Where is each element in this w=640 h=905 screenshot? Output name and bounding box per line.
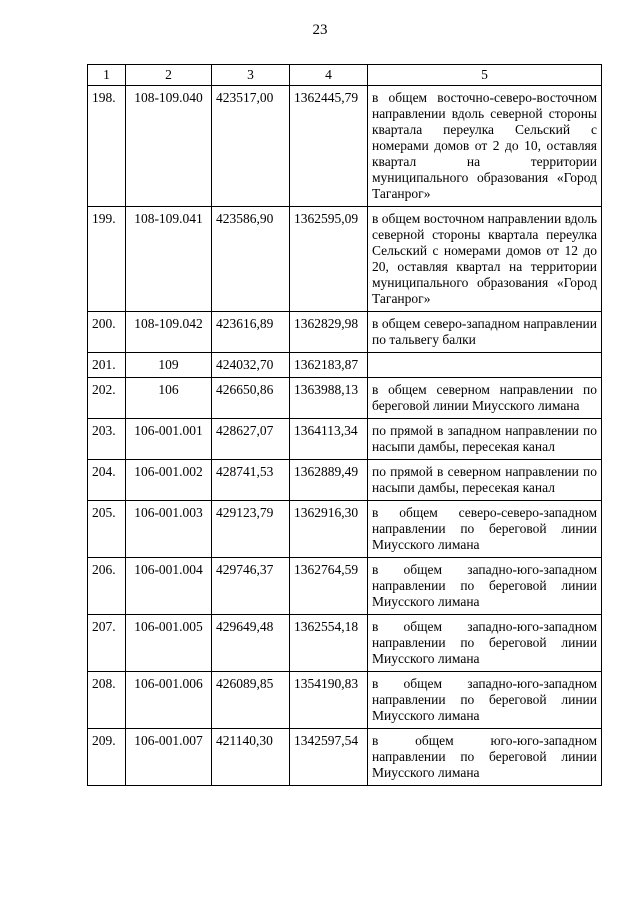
point-id-cell: 106-001.005: [126, 615, 212, 672]
point-id-cell: 108-109.040: [126, 86, 212, 207]
row-number-cell: 209.: [88, 729, 126, 786]
row-number-cell: 199.: [88, 207, 126, 312]
description-cell: по прямой в западном направлении по насыпи дамбы, пересекая канал: [368, 419, 602, 460]
description-cell: в общем западно-юго-западном направлении по береговой линии Миусского лимана: [368, 615, 602, 672]
x-coordinate-cell: 429649,48: [212, 615, 290, 672]
description-cell: в общем восточно-северо-восточном направлении вдоль северной стороны квартала переулка Сельский с номерами домов от 2 до 10, оставляя квартал на территории муниципального образования «Город Таганрог»: [368, 86, 602, 207]
y-coordinate-cell: 1362445,79: [290, 86, 368, 207]
x-coordinate-cell: 428627,07: [212, 419, 290, 460]
y-coordinate-cell: 1362829,98: [290, 312, 368, 353]
point-id-cell: 108-109.041: [126, 207, 212, 312]
y-coordinate-cell: 1354190,83: [290, 672, 368, 729]
table-row: [88, 378, 602, 419]
y-coordinate-cell: 1362595,09: [290, 207, 368, 312]
y-coordinate-cell: 1363988,13: [290, 378, 368, 419]
table-row: [88, 312, 602, 353]
row-number-cell: 204.: [88, 460, 126, 501]
description-cell: [368, 353, 602, 378]
row-number-cell: 198.: [88, 86, 126, 207]
x-coordinate-cell: 423517,00: [212, 86, 290, 207]
x-coordinate-cell: 421140,30: [212, 729, 290, 786]
x-coordinate-cell: 426089,85: [212, 672, 290, 729]
table-row: [88, 558, 602, 615]
row-number-cell: 208.: [88, 672, 126, 729]
description-cell: в общем северном направлении по береговой линии Миусского лимана: [368, 378, 602, 419]
point-id-cell: 109: [126, 353, 212, 378]
x-coordinate-cell: 423616,89: [212, 312, 290, 353]
row-number-cell: 205.: [88, 501, 126, 558]
y-coordinate-cell: 1364113,34: [290, 419, 368, 460]
x-coordinate-cell: 423586,90: [212, 207, 290, 312]
row-number-cell: 200.: [88, 312, 126, 353]
y-coordinate-cell: 1342597,54: [290, 729, 368, 786]
column-header: 3: [212, 65, 290, 86]
table-row: [88, 501, 602, 558]
y-coordinate-cell: 1362889,49: [290, 460, 368, 501]
column-header: 5: [368, 65, 602, 86]
coordinates-table: [87, 64, 602, 786]
table-row: [88, 419, 602, 460]
y-coordinate-cell: 1362183,87: [290, 353, 368, 378]
description-cell: в общем юго-юго-западном направлении по береговой линии Миусского лимана: [368, 729, 602, 786]
row-number-cell: 207.: [88, 615, 126, 672]
table-header-row: [88, 65, 602, 86]
description-cell: в общем северо-западном направлении по тальвегу балки: [368, 312, 602, 353]
x-coordinate-cell: 429123,79: [212, 501, 290, 558]
description-cell: в общем западно-юго-западном направлении по береговой линии Миусского лимана: [368, 672, 602, 729]
y-coordinate-cell: 1362554,18: [290, 615, 368, 672]
table-row: [88, 729, 602, 786]
column-header: 2: [126, 65, 212, 86]
table-row: [88, 353, 602, 378]
column-header: 4: [290, 65, 368, 86]
table-row: [88, 615, 602, 672]
point-id-cell: 106-001.001: [126, 419, 212, 460]
description-cell: в общем восточном направлении вдоль северной стороны квартала переулка Сельский с номерами домов от 12 до 20, оставляя квартал на территории муниципального образования «Город Таганрог»: [368, 207, 602, 312]
point-id-cell: 106-001.002: [126, 460, 212, 501]
y-coordinate-cell: 1362764,59: [290, 558, 368, 615]
point-id-cell: 108-109.042: [126, 312, 212, 353]
description-cell: в общем северо-северо-западном направлении по береговой линии Миусского лимана: [368, 501, 602, 558]
page-number: 23: [312, 22, 328, 38]
row-number-cell: 206.: [88, 558, 126, 615]
row-number-cell: 203.: [88, 419, 126, 460]
table-row: [88, 460, 602, 501]
table-row: [88, 207, 602, 312]
table-row: [88, 86, 602, 207]
description-cell: по прямой в северном направлении по насыпи дамбы, пересекая канал: [368, 460, 602, 501]
table-row: [88, 672, 602, 729]
point-id-cell: 106-001.003: [126, 501, 212, 558]
description-cell: в общем западно-юго-западном направлении по береговой линии Миусского лимана: [368, 558, 602, 615]
column-header: 1: [88, 65, 126, 86]
point-id-cell: 106-001.007: [126, 729, 212, 786]
x-coordinate-cell: 429746,37: [212, 558, 290, 615]
x-coordinate-cell: 428741,53: [212, 460, 290, 501]
point-id-cell: 106-001.006: [126, 672, 212, 729]
x-coordinate-cell: 426650,86: [212, 378, 290, 419]
row-number-cell: 201.: [88, 353, 126, 378]
point-id-cell: 106: [126, 378, 212, 419]
point-id-cell: 106-001.004: [126, 558, 212, 615]
y-coordinate-cell: 1362916,30: [290, 501, 368, 558]
row-number-cell: 202.: [88, 378, 126, 419]
x-coordinate-cell: 424032,70: [212, 353, 290, 378]
